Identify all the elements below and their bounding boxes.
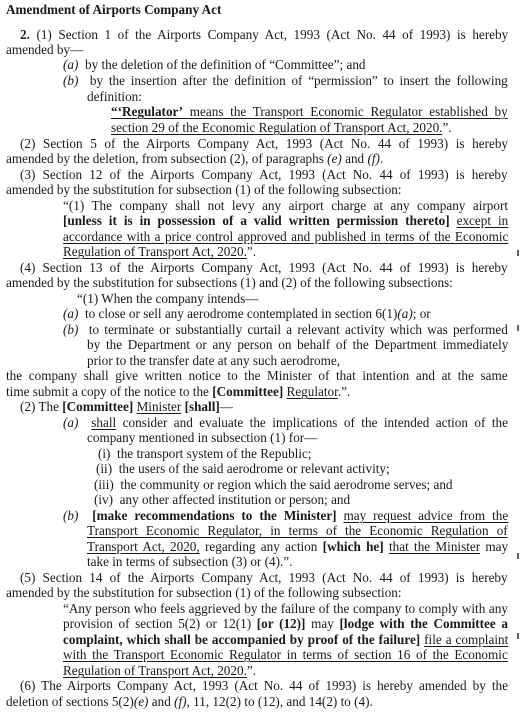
text-run: amended by the deletion, from subsection (2), of paragraphs <box>6 151 328 166</box>
text-line <box>6 151 383 166</box>
text-run: (4) Section 13 of the Airports Company Act, 1993 (Act No. 44 of 1993) is hereby <box>20 260 508 275</box>
text-line <box>63 601 508 616</box>
text-line <box>94 477 453 492</box>
text-line <box>63 73 508 88</box>
text-run: . <box>379 151 384 166</box>
text-line <box>63 508 508 523</box>
text-run: (a) <box>63 415 79 430</box>
text-run: regarding any action <box>199 539 323 554</box>
text-run: (5) Section 14 of the Airports Company Act, 1993 (Act No. 44 of 1993) is hereby <box>20 570 508 585</box>
text-run: (a) <box>63 306 79 321</box>
text-run: [Committee] <box>62 399 134 414</box>
text-run: definition: <box>87 89 142 104</box>
text-line <box>6 384 350 399</box>
text-line <box>20 27 508 42</box>
text-run: file a complaint <box>424 632 509 647</box>
text-run: (a) <box>397 306 413 321</box>
text-run: may <box>480 539 509 554</box>
text-run: Regulation of Transport Act, 2020. <box>63 663 247 678</box>
text-run: shall <box>91 415 117 430</box>
text-run: Regulation of Transport Act, 2020. <box>63 244 247 259</box>
text-run: provision of section 5(2) or 12(1) <box>63 616 257 631</box>
text-run: to terminate or substantially curtail a relevant activity which was performed <box>78 322 508 337</box>
text-run: [lodge with the Committee a <box>339 616 508 631</box>
text-run: complaint, which shall be accompanied by proof of the failure] <box>63 632 421 647</box>
text-line <box>63 306 431 321</box>
text-run: consider and evaluate the implications of the intended action of the <box>116 415 508 430</box>
margin-mark <box>517 325 519 331</box>
text-run: (3) Section 12 of the Airports Company Act, 1993 (Act No. 44 of 1993) is hereby <box>20 167 508 182</box>
text-line <box>87 539 508 554</box>
text-run: except in <box>456 213 509 228</box>
text-line <box>63 632 508 647</box>
text-run <box>78 415 91 430</box>
text-run: 2. <box>20 27 30 42</box>
text-run: (i) the transport system of the Republic; <box>98 446 312 461</box>
text-line <box>20 260 508 275</box>
text-run: [make recommendations to the Minister] <box>92 508 337 523</box>
text-line <box>98 446 312 461</box>
text-run: company mentioned in subsection (1) for— <box>87 430 318 445</box>
text-line <box>20 167 508 182</box>
text-run: “‘Regulator’ <box>111 104 184 119</box>
text-run: (a) <box>63 57 79 72</box>
text-run: Amendment of Airports Company Act <box>6 2 222 17</box>
text-line <box>63 198 508 213</box>
text-run: may <box>305 616 340 631</box>
text-run: that the Minister <box>388 539 481 554</box>
text-run: prior to the transfer date at any such aerodrome, <box>87 353 341 368</box>
text-line <box>63 213 508 228</box>
text-run: — <box>219 399 233 414</box>
text-run: (iv) any other affected institution or person; and <box>94 492 351 507</box>
text-run: (ii) the users of the said aerodrome or relevant activity; <box>96 461 390 476</box>
text-run: ”. <box>246 663 257 678</box>
text-run: “(1) When the company intends— <box>77 291 259 306</box>
text-run: Regulator <box>286 384 338 399</box>
text-run: and <box>341 151 368 166</box>
text-run: “(1) The company shall not levy any airport charge at any company airport <box>63 198 508 213</box>
text-run: amended by the substitution for subsection (1) of the following subsection: <box>6 182 402 197</box>
text-run: (iii) the community or region which the said aerodrome serves; and <box>94 477 453 492</box>
text-run: accordance with a price control approved and published in terms of the Economic <box>63 229 509 244</box>
text-run: .”. <box>337 384 351 399</box>
text-run: (f) <box>174 694 187 709</box>
text-line <box>87 523 508 538</box>
text-run: amended by the substitution for subsections (1) and (2) of the following subsections: <box>6 275 453 290</box>
text-line <box>111 104 508 119</box>
text-run: (6) The Airports Company Act, 1993 (Act No. 44 of 1993) is hereby amended by the <box>20 678 508 693</box>
text-run: to close or sell any aerodrome contemplated in section 6(1) <box>78 306 398 321</box>
margin-mark <box>517 633 519 639</box>
text-run: means the Transport Economic Regulator established by <box>183 104 508 119</box>
text-run: (f) <box>367 151 380 166</box>
text-line <box>63 322 508 337</box>
text-run: [shall] <box>184 399 220 414</box>
text-run: Transport Act, 2020, <box>87 539 200 554</box>
text-run: (b) <box>63 322 79 337</box>
text-run: Minister <box>136 399 182 414</box>
text-run: ”. <box>246 244 257 259</box>
text-run: amended by the substitution for subsection (1) of the following subsection: <box>6 585 402 600</box>
text-line <box>63 415 508 430</box>
text-run: ”. <box>442 120 452 135</box>
text-run: (b) <box>63 508 79 523</box>
text-run: ; or <box>412 306 431 321</box>
text-run <box>450 213 457 228</box>
text-run: [or (12)] <box>256 616 306 631</box>
text-line <box>20 678 508 693</box>
text-run: may request advice from the <box>343 508 509 523</box>
text-run: (b) <box>63 73 79 88</box>
text-run: the company shall give written notice to the Minister of that intention and at the same <box>6 368 508 383</box>
text-run: [unless it is in possession of a valid written permission thereto] <box>63 213 450 228</box>
text-line <box>20 399 233 414</box>
text-line <box>20 570 508 585</box>
text-run: deletion of sections 5(2) <box>6 694 134 709</box>
text-run: by the insertion after the definition of “permission” to insert the following <box>78 73 508 88</box>
text-run: take in terms of subsection (3) or (4).”. <box>87 554 293 569</box>
text-run: Transport Economic Regulator, in terms of the Economic Regulation of <box>87 523 508 538</box>
text-line <box>63 244 256 259</box>
text-line <box>111 120 452 135</box>
text-line <box>87 554 292 569</box>
text-line <box>63 663 256 678</box>
text-run: (2) Section 5 of the Airports Company Act, 1993 (Act No. 44 of 1993) is hereby <box>20 136 509 151</box>
text-line <box>77 291 258 306</box>
text-run: by the Department or any person on behalf of the Department immediately <box>87 337 509 352</box>
text-run: time submit a copy of the notice to the <box>6 384 213 399</box>
text-run: amended by— <box>6 42 84 57</box>
text-run: “Any person who feels aggrieved by the failure of the company to comply with any <box>63 601 508 616</box>
text-line <box>96 461 390 476</box>
text-line <box>20 136 508 151</box>
text-line <box>6 42 83 57</box>
text-line <box>63 229 508 244</box>
text-run: with the Transport Economic Regulator in terms of section 16 of the Economic <box>63 647 508 662</box>
text-run: [Committee] <box>212 384 284 399</box>
text-run: section 29 of the Economic Regulation of Transport Act, 2020. <box>111 120 443 135</box>
text-line <box>63 57 366 72</box>
text-run: and <box>148 694 175 709</box>
text-run: by the deletion of the definition of “Committee”; and <box>78 57 366 72</box>
text-line <box>6 368 508 383</box>
text-run: , 11, 12(2) to (12), and 14(2) to (4). <box>186 694 373 709</box>
text-run: (e) <box>327 151 342 166</box>
text-line <box>94 492 350 507</box>
text-run <box>337 508 344 523</box>
text-line <box>63 616 508 631</box>
text-line <box>6 694 373 709</box>
text-line <box>6 275 453 290</box>
text-run: (1) Section 1 of the Airports Company Act, 1993 (Act No. 44 of 1993) is hereby <box>29 27 509 42</box>
section-heading <box>6 2 221 17</box>
text-run <box>78 508 92 523</box>
text-run: (2) The <box>20 399 63 414</box>
margin-mark <box>517 250 519 256</box>
text-run: (e) <box>133 694 149 709</box>
text-line <box>87 430 317 445</box>
text-line <box>6 585 402 600</box>
text-line <box>87 353 340 368</box>
margin-mark <box>517 553 519 559</box>
text-line <box>87 337 508 352</box>
text-run: [which he] <box>322 539 384 554</box>
text-line <box>63 647 508 662</box>
text-line <box>6 182 402 197</box>
text-line <box>87 89 142 104</box>
